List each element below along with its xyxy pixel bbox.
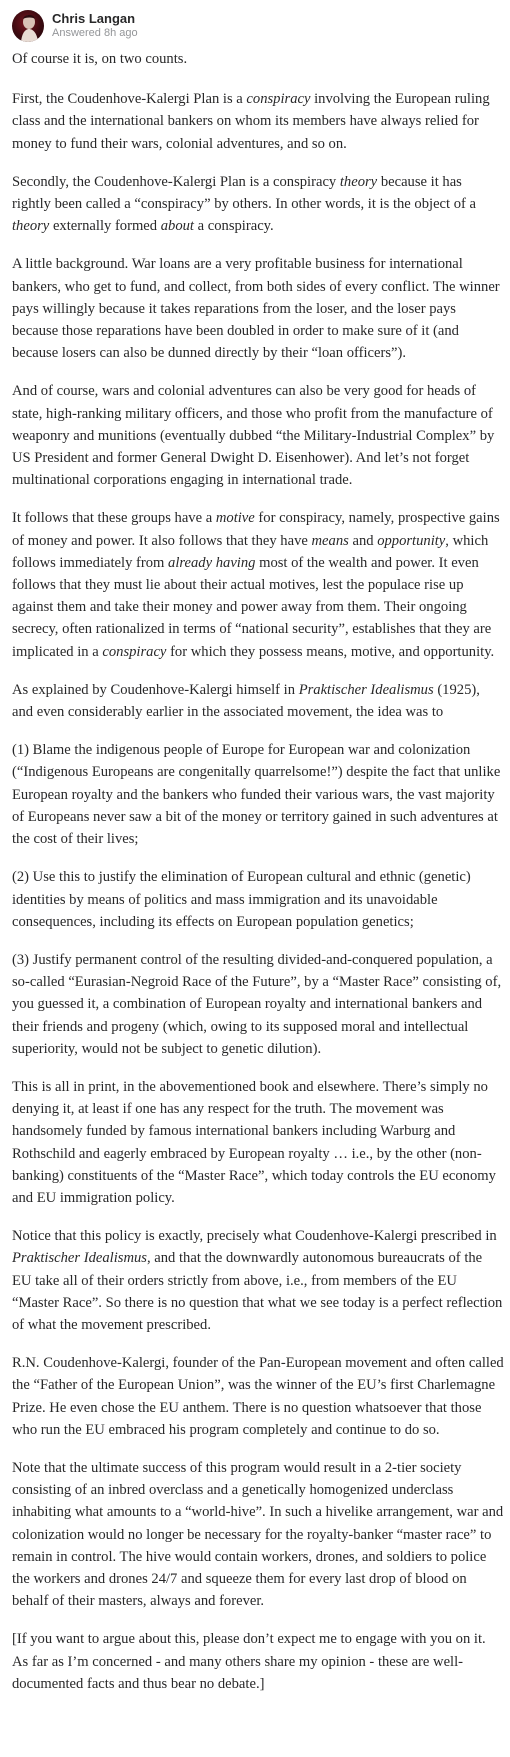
- paragraph-text: (3) Justify permanent control of the resulting divided-and-conquered population, a so-called “Eurasian-Negroid Race of the Future”, by a “Master Race” consisting of, you guessed it, a combination of European royalty and international bankers and their friends and progeny (which, owing to its supposed moral and intellectual superiority, would not be subject to genetic dilution).: [12, 951, 502, 1057]
- answer-paragraph: [12, 48, 504, 70]
- paragraph-text: [If you want to argue about this, please don’t expect me to engage with you on it. As far as I’m concerned - and many others share my opinion - these are well-documented facts and thus bear no debate.]: [12, 1631, 486, 1692]
- emphasis-text: Praktischer Idealismus: [12, 1250, 147, 1267]
- answer-paragraph: [12, 866, 504, 933]
- paragraph-text: Of course it is, on two counts.: [12, 51, 188, 67]
- paragraph-text: and: [348, 532, 378, 549]
- paragraph-text: because it has rightly been called a “conspiracy” by others. In other words, it is the object of a: [12, 173, 477, 213]
- answer-paragraph: [12, 1225, 504, 1336]
- emphasis-text: about: [160, 218, 194, 235]
- paragraph-text: for conspiracy, namely, prospective gains of money and power. It also follows that they have: [12, 510, 500, 549]
- answer-paragraph: [12, 253, 504, 364]
- answer-paragraph: [12, 380, 504, 491]
- author-header: [12, 10, 504, 42]
- emphasis-text: Praktischer Idealismus: [298, 681, 434, 698]
- paragraph-text: a conspiracy.: [193, 218, 274, 235]
- paragraph-text: As explained by Coudenhove-Kalergi himself in: [12, 681, 299, 698]
- paragraph-text: for which they possess means, motive, and opportunity.: [166, 643, 495, 660]
- author-meta: [52, 12, 138, 40]
- answer-paragraph: [12, 679, 504, 723]
- author-name[interactable]: Chris Langan: [52, 11, 136, 26]
- answer-paragraph: [12, 739, 504, 850]
- emphasis-text: means: [311, 532, 349, 549]
- answer-paragraph: [12, 171, 504, 238]
- paragraph-text: (1) Blame the indigenous people of Europe for European war and colonization (“Indigenous Europeans are congenitally quarrelsome!”) despite the fact that unlike European royalty and the bankers who funded their various wars, the vast majority of Europeans never saw a bit of the money or territory gained in such adventures at the cost of their lives;: [12, 742, 501, 848]
- answer-paragraph: [12, 88, 504, 155]
- avatar[interactable]: [12, 10, 44, 42]
- answer-paragraph: [12, 1076, 504, 1209]
- paragraph-text: And of course, wars and colonial adventures can also be very good for heads of state, high-ranking military officers, and those who profit from the manufacture of weaponry and munitions (eventually dubbed “the Military-Industrial Complex” by US President and former General Dwight D. Eisenhower). And let’s not forget multinational corporations engaging in international trade.: [12, 383, 495, 489]
- paragraph-text: Secondly, the Coudenhove-Kalergi Plan is a conspiracy: [12, 173, 340, 190]
- answer-paragraph: [12, 1628, 504, 1695]
- paragraph-text: First, the Coudenhove-Kalergi Plan is a: [12, 91, 247, 108]
- paragraph-text: Notice that this policy is exactly, precisely what Coudenhove-Kalergi prescribed in: [12, 1228, 497, 1245]
- emphasis-text: opportunity: [377, 532, 446, 549]
- answer-body: [12, 48, 504, 1695]
- paragraph-text: (2) Use this to justify the elimination of European cultural and ethnic (genetic) identities by means of politics and mass immigration and its unavoidable consequences, including its effects on European population genetics;: [12, 869, 471, 930]
- emphasis-text: conspiracy: [246, 91, 311, 108]
- emphasis-text: motive: [215, 510, 255, 527]
- answer-paragraph: [12, 1352, 504, 1441]
- paragraph-text: This is all in print, in the abovementioned book and elsewhere. There’s simply no denying it, at least if one has any respect for the truth. The movement was handsomely funded by famous international bankers including Warburg and Rothschild and eagerly embraced by European royalty … i.e., by the other (non-banking) constituents of the “Master Race”, which today controls the EU economy and EU immigration policy.: [12, 1078, 496, 1206]
- answer-paragraph: [12, 507, 504, 662]
- avatar-silhouette-icon: [12, 10, 44, 42]
- paragraph-text: (1925), and even considerably earlier in the associated movement, the idea was to: [12, 681, 480, 721]
- paragraph-text: R.N. Coudenhove-Kalergi, founder of the Pan-European movement and often called the “Father of the European Union”, was the winner of the EU’s first Charlemagne Prize. He even chose the EU anthem. There is no question whatsoever that those who run the EU embraced his program completely and continue to do so.: [12, 1355, 504, 1438]
- paragraph-text: externally formed: [49, 218, 161, 235]
- paragraph-text: most of the wealth and power. It even follows that they must lie about their actual motives, lest the populace rise up against them and take their money and power away from them. Their ongoing secrecy, often rationalized in terms of “national security”, establishes that they are implicated in a: [12, 554, 492, 660]
- paragraph-text: Note that the ultimate success of this program would result in a 2-tier society consisting of an inbred overclass and a genetically homogenized underclass inhabiting what amounts to a “world-hive”. In such a hivelike arrangement, war and colonization would no longer be necessary for the royalty-banker “master race” to remain in control. The hive would contain workers, drones, and soldiers to police the workers and drones 24/7 and squeeze them for every last drop of blood on behalf of their masters, always and forever.: [12, 1459, 504, 1610]
- paragraph-text: involving the European ruling class and the international bankers on whom its members have always relied for money to fund their wars, colonial adventures, and so on.: [12, 91, 490, 152]
- emphasis-text: theory: [339, 173, 378, 190]
- paragraph-text: , which follows immediately from: [12, 532, 489, 571]
- paragraph-text: It follows that these groups have a: [12, 510, 216, 527]
- paragraph-text: , and that the downwardly autonomous bureaucrats of the EU take all of their orders strictly from above, i.e., from members of the EU “Master Race”. So there is no question that what we see today is a perfect reflection of what the movement prescribed.: [12, 1250, 503, 1333]
- answer-paragraph: [12, 1457, 504, 1612]
- paragraph-text: A little background. War loans are a very profitable business for international bankers, who get to fund, and collect, from both sides of every conflict. The winner pays willingly because it takes reparations from the loser, and the loser pays because those reparations have been doubled in order to make sure of it (and because losers can also be dunned directly by their “loan officers”).: [12, 256, 500, 362]
- emphasis-text: theory: [12, 218, 50, 235]
- emphasis-text: conspiracy: [102, 643, 167, 660]
- answer-paragraph: [12, 949, 504, 1060]
- answered-timestamp: Answered 8h ago: [52, 27, 138, 39]
- emphasis-text: already having: [168, 554, 256, 571]
